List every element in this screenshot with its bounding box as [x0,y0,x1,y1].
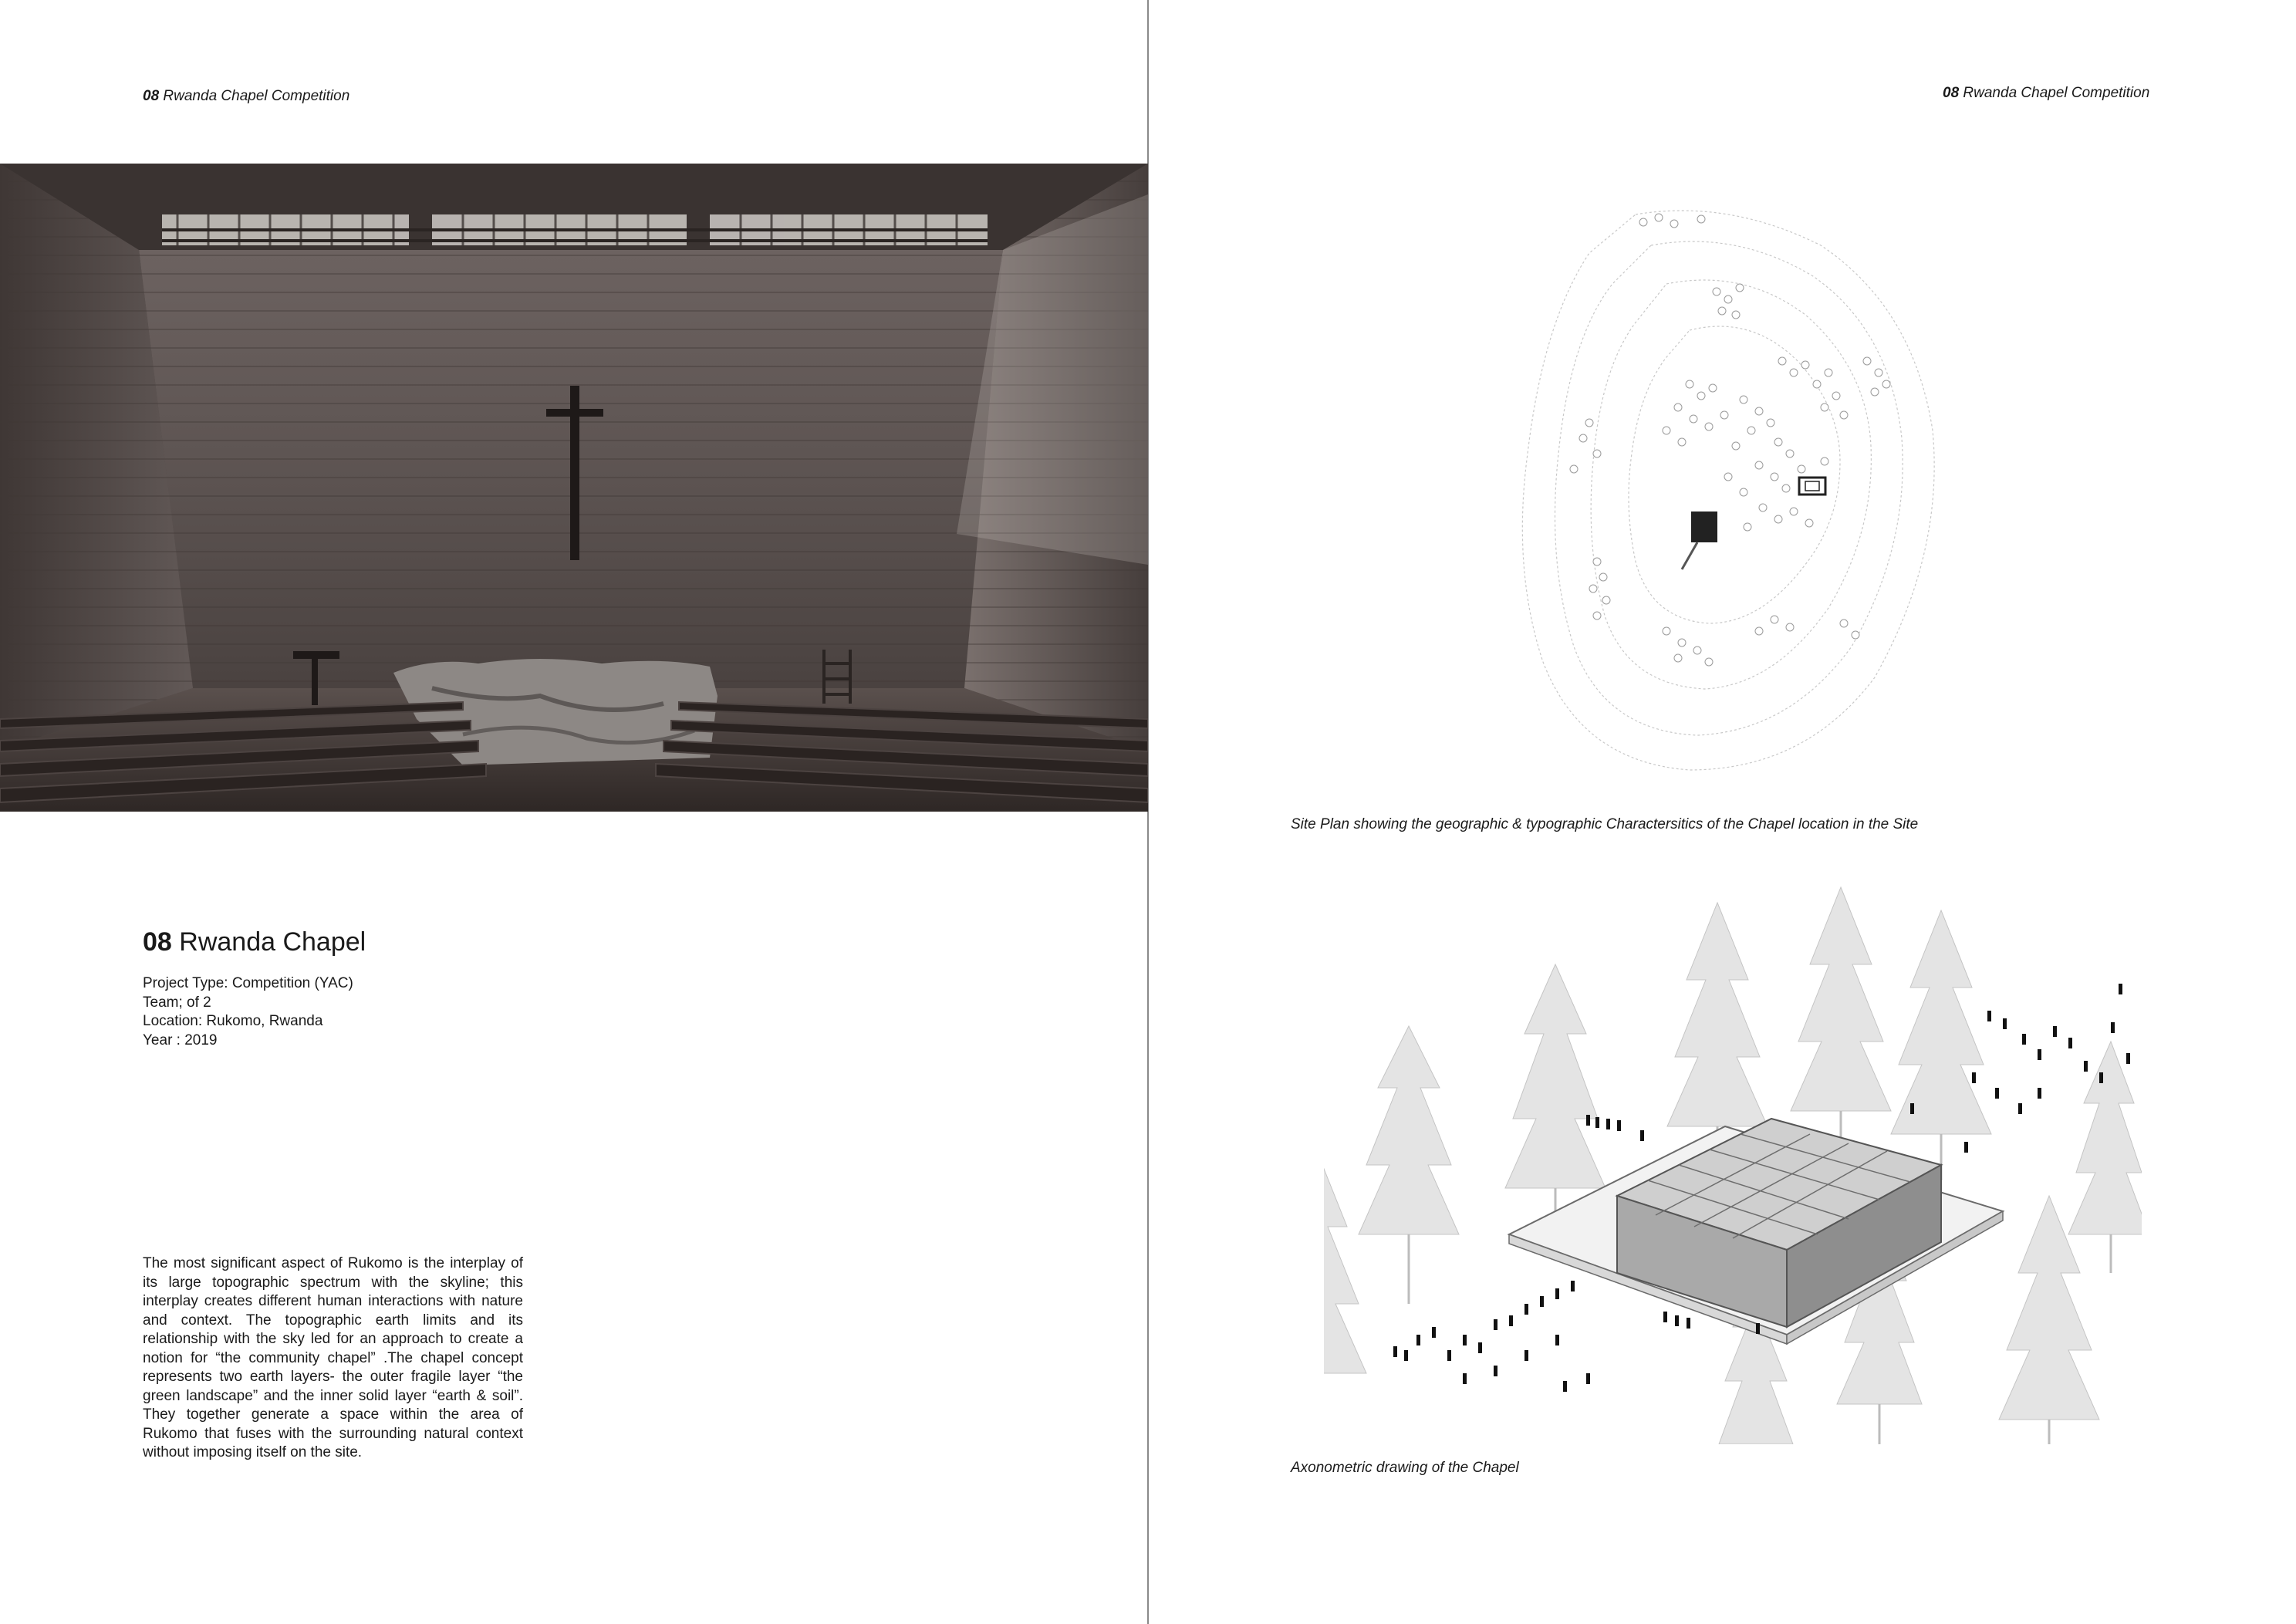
project-description: The most significant aspect of Rukomo is the interplay of its large topographic spectrum with the skyline; this interplay creates different human interactions with nature and context. The topographic earth limits and its relationship with the sky led for an approach to create a notion for “the community chapel” .The chapel concept represents two earth layers- the outer fragile layer “the green landscape” and the inner solid layer “earth & soil”. They together generate a space within the area of Rukomo that fuses with the surrounding natural context without imposing itself on the site. [143,1255,523,1460]
chapel-interior-photo [0,164,1148,812]
project-name: Rwanda Chapel [171,927,366,957]
left-running-head [143,88,349,105]
meta-location: Location: Rukomo, Rwanda [143,1013,323,1029]
chapel-interior-render [0,164,1148,812]
axonometric-drawing [1324,872,2142,1444]
axonometric-caption: Axonometric drawing of the Chapel [1291,1460,1519,1476]
meta-team: Team; of 2 [143,994,211,1011]
meta-project-type: Project Type: Competition (YAC) [143,975,353,991]
site-plan-caption: Site Plan showing the geographic & typographic Charactersitics of the Chapel location in the Site [1291,816,1919,832]
left-running-head-text: Rwanda Chapel Competition [159,88,350,104]
project-number: 08 [143,927,172,957]
site-plan-drawing [1512,199,1952,785]
right-running-head-number: 08 [1943,85,1960,101]
right-running-head [1943,85,2149,102]
left-running-head-number: 08 [143,88,160,104]
meta-year: Year : 2019 [143,1031,218,1048]
project-meta [143,974,353,1050]
right-running-head-text: Rwanda Chapel Competition [1959,85,2150,101]
project-title [143,927,366,957]
